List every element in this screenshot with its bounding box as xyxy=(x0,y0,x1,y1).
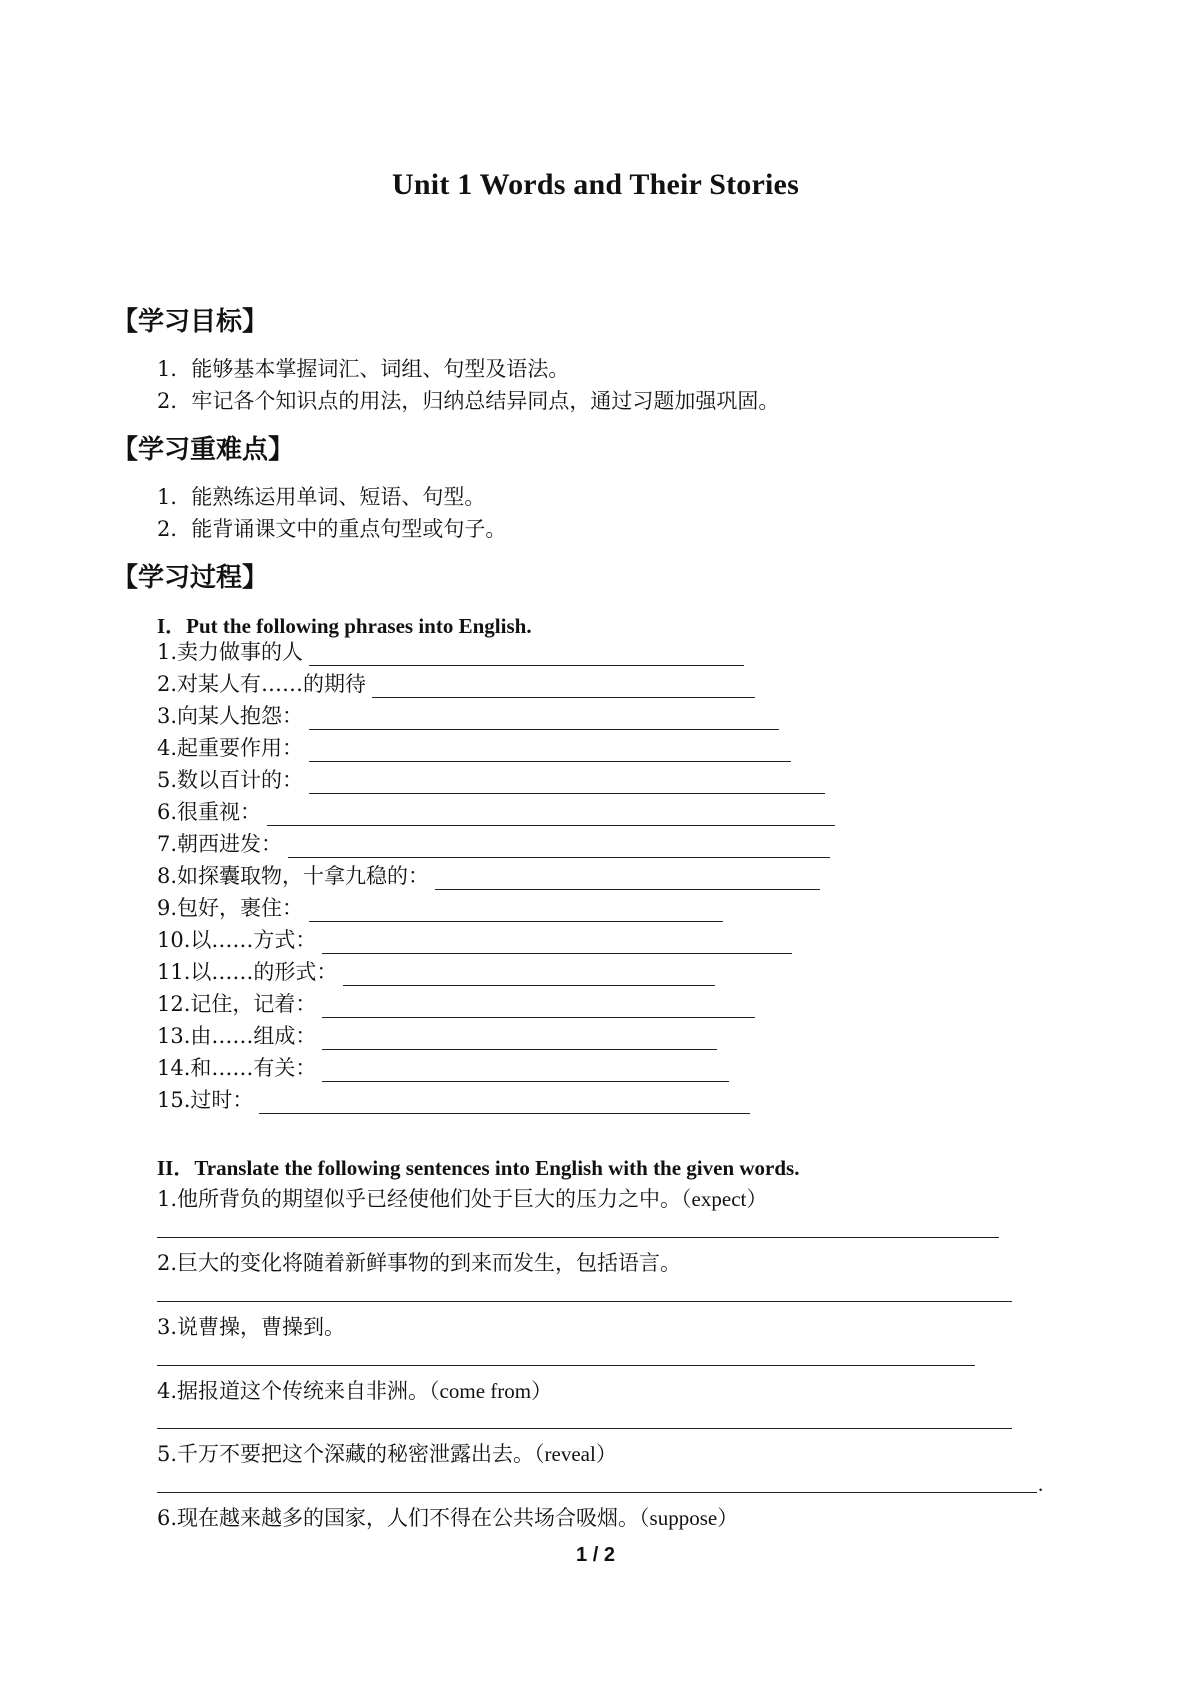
phrase-item xyxy=(157,988,755,1018)
sentence-item xyxy=(157,1375,552,1405)
phrase-label: 12.记住，记着： xyxy=(157,992,317,1016)
phrase-item xyxy=(157,892,723,922)
page-number: 1 / 2 xyxy=(576,1544,615,1566)
section-heading-goals: 【学习目标】 xyxy=(112,307,269,337)
phrase-item xyxy=(157,828,830,858)
phrase-label: 4.起重要作用： xyxy=(157,736,304,760)
sentence-text: 3.说曹操，曹操到。 xyxy=(157,1315,346,1339)
phrase-answer-blank[interactable] xyxy=(372,675,755,698)
sentence-answer-line[interactable] xyxy=(157,1300,1012,1302)
phrase-item xyxy=(157,924,792,954)
phrase-label: 2.对某人有……的期待 xyxy=(157,672,367,696)
phrase-answer-blank[interactable] xyxy=(267,803,835,826)
phrase-label: 14.和……有关： xyxy=(157,1056,317,1080)
phrase-answer-blank[interactable] xyxy=(259,1091,750,1114)
sentence-item xyxy=(157,1502,738,1532)
sentence-text: 4.据报道这个传统来自非洲。 xyxy=(157,1379,430,1403)
sentence-text: 1.他所背负的期望似乎已经使他们处于巨大的压力之中。 xyxy=(157,1187,682,1211)
phrase-answer-blank[interactable] xyxy=(309,771,825,794)
phrase-label: 10.以……方式： xyxy=(157,928,317,952)
key-point-item-2: 2．能背诵课文中的重点句型或句子。 xyxy=(157,517,507,541)
phrase-label: 9.包好，裹住： xyxy=(157,896,304,920)
phrase-item xyxy=(157,796,835,826)
phrase-answer-blank[interactable] xyxy=(309,899,723,922)
phrase-answer-blank[interactable] xyxy=(343,963,715,986)
phrase-item xyxy=(157,668,755,698)
phrase-item xyxy=(157,1084,750,1114)
phrase-label: 5.数以百计的： xyxy=(157,768,304,792)
phrase-answer-blank[interactable] xyxy=(435,867,820,890)
sentence-hint: （come from） xyxy=(429,1379,553,1403)
part2-heading: II．Translate the following sentences into English with the given words. xyxy=(157,1156,800,1180)
goal-item-2: 2．牢记各个知识点的用法，归纳总结异同点，通过习题加强巩固。 xyxy=(157,389,780,413)
phrase-answer-blank[interactable] xyxy=(288,835,830,858)
phrase-item xyxy=(157,956,715,986)
phrase-label: 13.由……组成： xyxy=(157,1024,317,1048)
section-heading-process: 【学习过程】 xyxy=(112,563,269,593)
phrase-item xyxy=(157,764,825,794)
sentence-answer-line[interactable] xyxy=(157,1364,975,1366)
goal-item-1: 1．能够基本掌握词汇、词组、句型及语法。 xyxy=(157,357,570,381)
phrase-answer-blank[interactable] xyxy=(322,1059,729,1082)
phrase-answer-blank[interactable] xyxy=(322,931,792,954)
phrase-item xyxy=(157,700,779,730)
phrase-label: 1.卖力做事的人 xyxy=(157,640,304,664)
phrase-item xyxy=(157,1052,729,1082)
phrase-label: 8.如探囊取物，十拿九稳的： xyxy=(157,864,430,888)
phrase-item xyxy=(157,732,791,762)
part1-heading: I．Put the following phrases into English. xyxy=(157,614,532,638)
phrase-item xyxy=(157,1020,717,1050)
sentence-hint: （suppose） xyxy=(639,1506,739,1530)
phrase-label: 3.向某人抱怨： xyxy=(157,704,304,728)
section-heading-key-points: 【学习重难点】 xyxy=(112,435,295,465)
sentence-text: 5.千万不要把这个深藏的秘密泄露出去。 xyxy=(157,1442,535,1466)
phrase-answer-blank[interactable] xyxy=(309,643,744,666)
phrase-label: 15.过时： xyxy=(157,1088,254,1112)
phrase-label: 11.以……的形式： xyxy=(157,960,338,984)
phrase-answer-blank[interactable] xyxy=(322,995,755,1018)
phrase-label: 7.朝西进发： xyxy=(157,832,283,856)
phrase-item xyxy=(157,860,820,890)
phrase-label: 6.很重视： xyxy=(157,800,262,824)
sentence-item xyxy=(157,1438,617,1468)
key-point-item-1: 1．能熟练运用单词、短语、句型。 xyxy=(157,485,486,509)
phrase-answer-blank[interactable] xyxy=(309,707,779,730)
sentence-answer-line[interactable] xyxy=(157,1491,1037,1493)
answer-line-period: . xyxy=(1038,1472,1044,1496)
phrase-answer-blank[interactable] xyxy=(322,1027,717,1050)
phrase-item xyxy=(157,636,744,666)
sentence-hint: （expect） xyxy=(681,1187,768,1211)
sentence-text: 6.现在越来越多的国家，人们不得在公共场合吸烟。 xyxy=(157,1506,640,1530)
sentence-item xyxy=(157,1183,767,1213)
page-title: Unit 1 Words and Their Stories xyxy=(392,168,799,201)
sentence-hint: （reveal） xyxy=(534,1442,617,1466)
sentence-text: 2.巨大的变化将随着新鲜事物的到来而发生，包括语言。 xyxy=(157,1251,682,1275)
sentence-answer-line[interactable] xyxy=(157,1427,1012,1429)
phrase-answer-blank[interactable] xyxy=(309,739,791,762)
sentence-answer-line[interactable] xyxy=(157,1236,999,1238)
sentence-item xyxy=(157,1247,681,1277)
sentence-item xyxy=(157,1311,345,1341)
